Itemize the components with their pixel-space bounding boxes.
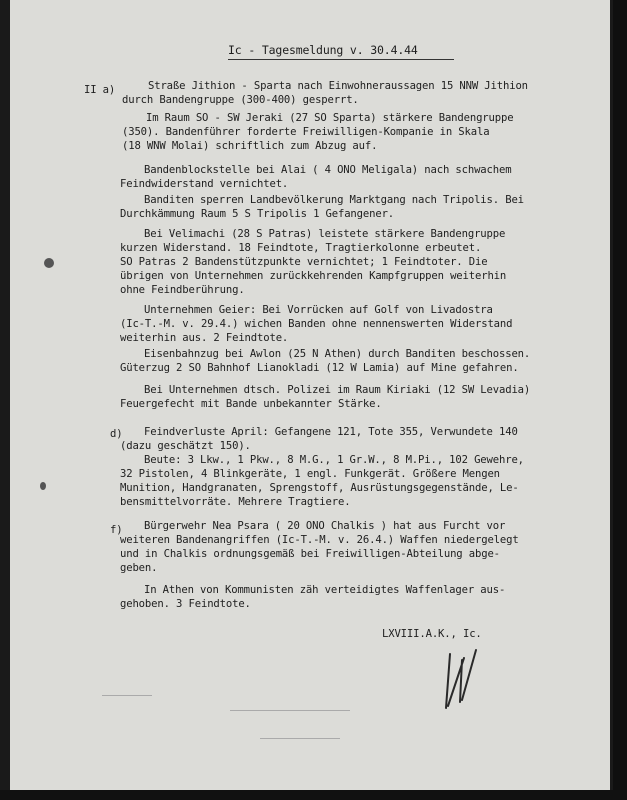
- closing-line-2: gehoben. 3 Feindtote.: [120, 598, 251, 610]
- paragraph-3-line-1: Banditen sperren Landbevölkerung Marktgang nach Tripolis. Bei: [144, 194, 524, 206]
- paragraph-4-line-2: kurzen Widerstand. 18 Feindtote, Tragtierkolonne erbeutet.: [120, 242, 482, 254]
- scan-edge-bottom: [0, 790, 627, 800]
- sender-line: LXVIII.A.K., Ic.: [382, 628, 482, 640]
- section-d-label: d): [110, 428, 123, 440]
- paragraph-1-line-3: (18 WNW Molai) schriftlich zum Abzug auf.: [122, 140, 378, 152]
- section-d-line-6: bensmittelvorräte. Mehrere Tragtiere.: [120, 496, 351, 508]
- section-a-label: II a): [84, 84, 116, 96]
- section-d-line-5: Munition, Handgranaten, Sprengstoff, Ausrüstungsgegenstände, Le-: [120, 482, 519, 494]
- paragraph-6-line-1: Eisenbahnzug bei Awlon (25 N Athen) durch Banditen beschossen.: [144, 348, 531, 360]
- paragraph-1-line-1: Im Raum SO - SW Jeraki (27 SO Sparta) stärkere Bandengruppe: [146, 112, 514, 124]
- section-d-line-1: Feindverluste April: Gefangene 121, Tote 355, Verwundete 140: [144, 426, 518, 438]
- paragraph-5-line-3: weiterhin aus. 2 Feindtote.: [120, 332, 289, 344]
- paragraph-2-line-1: Bandenblockstelle bei Alai ( 4 ONO Meligala) nach schwachem: [144, 164, 512, 176]
- section-f-line-1: Bürgerwehr Nea Psara ( 20 ONO Chalkis ) hat aus Furcht vor: [144, 520, 506, 532]
- scan-edge-right: [613, 0, 627, 800]
- signature-mark: [438, 640, 488, 720]
- section-a-line-1: Straße Jithion - Sparta nach Einwohneraussagen 15 NNW Jithion: [148, 80, 528, 92]
- report-title: Ic - Tagesmeldung v. 30.4.44: [228, 43, 418, 57]
- section-a-line-2: durch Bandengruppe (300-400) gesperrt.: [122, 94, 359, 106]
- paragraph-7-line-1: Bei Unternehmen dtsch. Polizei im Raum Kiriaki (12 SW Levadia): [144, 384, 531, 396]
- paragraph-5-line-1: Unternehmen Geier: Bei Vorrücken auf Golf von Livadostra: [144, 304, 493, 316]
- paragraph-1-line-2: (350). Bandenführer forderte Freiwilligen-Kompanie in Skala: [122, 126, 490, 138]
- section-f-line-4: geben.: [120, 562, 158, 574]
- section-f-line-2: weiteren Bandenangriffen (Ic-T.-M. v. 26.4.) Waffen niedergelegt: [120, 534, 519, 546]
- scan-mark: [260, 738, 340, 739]
- section-d-line-3: Beute: 3 Lkw., 1 Pkw., 8 M.G., 1 Gr.W., 8 M.Pi., 102 Gewehre,: [144, 454, 524, 466]
- paragraph-5-line-2: (Ic-T.-M. v. 29.4.) wichen Banden ohne nennenswerten Widerstand: [120, 318, 513, 330]
- paragraph-7-line-2: Feuergefecht mit Bande unbekannter Stärke.: [120, 398, 382, 410]
- paragraph-6-line-2: Güterzug 2 SO Bahnhof Lianokladi (12 W Lamia) auf Mine gefahren.: [120, 362, 519, 374]
- paragraph-4-line-4: übrigen von Unternehmen zurückkehrenden Kampfgruppen weiterhin: [120, 270, 507, 282]
- paragraph-4-line-1: Bei Velimachi (28 S Patras) leistete stärkere Bandengruppe: [144, 228, 506, 240]
- section-f-line-3: und in Chalkis ordnungsgemäß bei Freiwilligen-Abteilung abge-: [120, 548, 500, 560]
- document-page: [10, 0, 610, 790]
- scan-mark: [230, 710, 350, 711]
- title-underline: [228, 59, 454, 60]
- paragraph-4-line-5: ohne Feindberührung.: [120, 284, 245, 296]
- section-d-line-2: (dazu geschätzt 150).: [120, 440, 251, 452]
- section-f-label: f): [110, 524, 123, 536]
- punch-hole-lower: [40, 482, 46, 490]
- paragraph-2-line-2: Feindwiderstand vernichtet.: [120, 178, 289, 190]
- punch-hole-upper: [44, 258, 54, 268]
- paragraph-3-line-2: Durchkämmung Raum 5 S Tripolis 1 Gefangener.: [120, 208, 395, 220]
- paragraph-4-line-3: SO Patras 2 Bandenstützpunkte vernichtet; 1 Feindtoter. Die: [120, 256, 488, 268]
- closing-line-1: In Athen von Kommunisten zäh verteidigtes Waffenlager aus-: [144, 584, 506, 596]
- scan-mark: [102, 695, 152, 696]
- section-d-line-4: 32 Pistolen, 4 Blinkgeräte, 1 engl. Funkgerät. Größere Mengen: [120, 468, 500, 480]
